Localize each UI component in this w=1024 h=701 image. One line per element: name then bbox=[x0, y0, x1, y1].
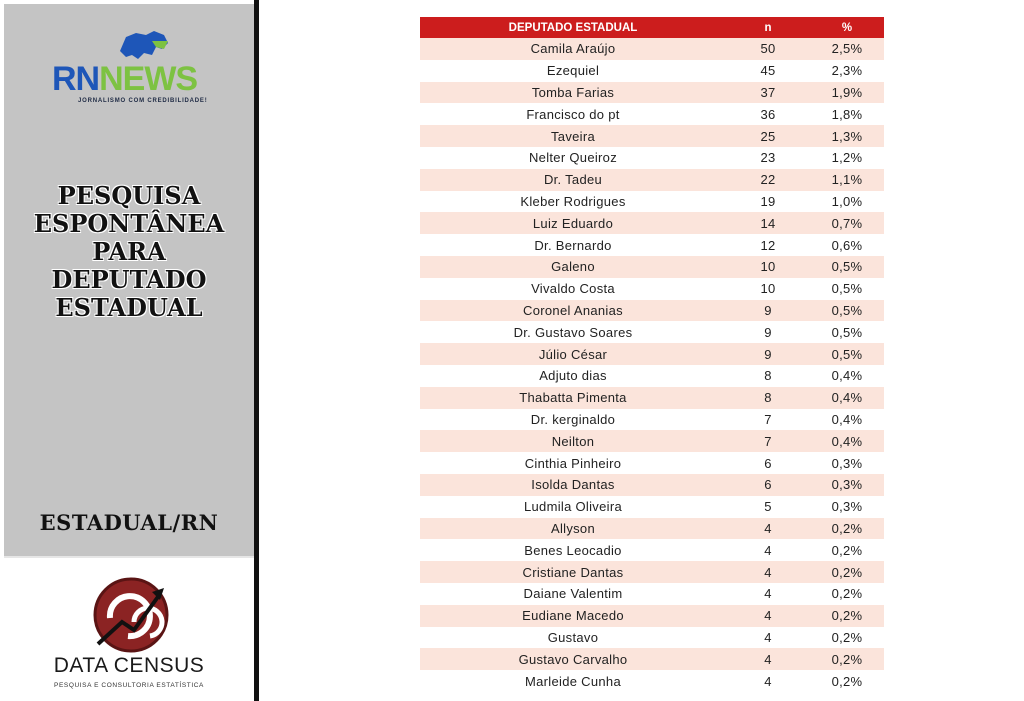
title-line: PESQUISA bbox=[57, 181, 201, 210]
cell-percent: 0,5% bbox=[810, 343, 884, 365]
table-row bbox=[420, 256, 884, 278]
cell-candidate: Camila Araújo bbox=[420, 38, 726, 60]
table-row bbox=[420, 583, 884, 605]
title-line: ESTADUAL bbox=[55, 293, 203, 322]
cell-percent: 0,2% bbox=[810, 583, 884, 605]
cell-count: 6 bbox=[726, 452, 810, 474]
cell-percent: 1,3% bbox=[810, 125, 884, 147]
cell-candidate: Allyson bbox=[420, 518, 726, 540]
table-row bbox=[420, 561, 884, 583]
cell-count: 25 bbox=[726, 125, 810, 147]
sidebar-panel bbox=[4, 4, 254, 556]
rn-news-logo bbox=[52, 29, 228, 109]
table-row bbox=[420, 234, 884, 256]
cell-candidate: Nelter Queiroz bbox=[420, 147, 726, 169]
cell-count: 37 bbox=[726, 82, 810, 104]
cell-percent: 0,2% bbox=[810, 561, 884, 583]
cell-percent: 0,2% bbox=[810, 627, 884, 649]
cell-percent: 1,2% bbox=[810, 147, 884, 169]
table-row bbox=[420, 343, 884, 365]
cell-candidate: Benes Leocadio bbox=[420, 539, 726, 561]
cell-percent: 1,9% bbox=[810, 82, 884, 104]
title-line: ESPONTÂNEA bbox=[33, 209, 225, 238]
cell-count: 7 bbox=[726, 430, 810, 452]
cell-candidate: Vivaldo Costa bbox=[420, 278, 726, 300]
cell-percent: 0,4% bbox=[810, 430, 884, 452]
cell-count: 45 bbox=[726, 60, 810, 82]
cell-candidate: Thabatta Pimenta bbox=[420, 387, 726, 409]
logo-rn-text: RN bbox=[52, 60, 100, 98]
cell-percent: 0,2% bbox=[810, 605, 884, 627]
cell-percent: 0,2% bbox=[810, 648, 884, 670]
cell-candidate: Cristiane Dantas bbox=[420, 561, 726, 583]
cell-percent: 1,1% bbox=[810, 169, 884, 191]
cell-percent: 0,3% bbox=[810, 496, 884, 518]
rn-map-icon bbox=[116, 29, 170, 63]
table-row bbox=[420, 125, 884, 147]
table-row bbox=[420, 670, 884, 692]
header-candidate: DEPUTADO ESTADUAL bbox=[420, 17, 726, 38]
table-row bbox=[420, 648, 884, 670]
cell-candidate: Ezequiel bbox=[420, 60, 726, 82]
cell-candidate: Coronel Ananias bbox=[420, 300, 726, 322]
cell-percent: 0,5% bbox=[810, 321, 884, 343]
cell-percent: 1,8% bbox=[810, 103, 884, 125]
table-row bbox=[420, 409, 884, 431]
cell-candidate: Francisco do pt bbox=[420, 103, 726, 125]
cell-count: 4 bbox=[726, 583, 810, 605]
cell-candidate: Taveira bbox=[420, 125, 726, 147]
cell-percent: 0,3% bbox=[810, 452, 884, 474]
cell-count: 7 bbox=[726, 409, 810, 431]
title-line: DEPUTADO bbox=[51, 265, 207, 294]
rn-news-wordmark bbox=[52, 61, 197, 97]
table-row bbox=[420, 430, 884, 452]
cell-count: 36 bbox=[726, 103, 810, 125]
cell-candidate: Luiz Eduardo bbox=[420, 212, 726, 234]
table-row bbox=[420, 191, 884, 213]
cell-percent: 0,7% bbox=[810, 212, 884, 234]
table-row bbox=[420, 321, 884, 343]
cell-candidate: Tomba Farias bbox=[420, 82, 726, 104]
cell-count: 10 bbox=[726, 256, 810, 278]
table-row bbox=[420, 169, 884, 191]
table-row bbox=[420, 212, 884, 234]
header-percent: % bbox=[810, 17, 884, 38]
results-table-container bbox=[420, 17, 884, 692]
cell-percent: 1,0% bbox=[810, 191, 884, 213]
table-row bbox=[420, 387, 884, 409]
cell-candidate: Marleide Cunha bbox=[420, 670, 726, 692]
cell-count: 9 bbox=[726, 300, 810, 322]
cell-count: 8 bbox=[726, 387, 810, 409]
cell-count: 22 bbox=[726, 169, 810, 191]
results-table bbox=[420, 17, 884, 692]
cell-candidate: Gustavo Carvalho bbox=[420, 648, 726, 670]
logo-tagline: JORNALISMO COM CREDIBILIDADE! bbox=[78, 98, 208, 104]
cell-percent: 0,5% bbox=[810, 300, 884, 322]
cell-count: 4 bbox=[726, 561, 810, 583]
logo-news-text: NEWS bbox=[99, 60, 198, 98]
cell-candidate: Kleber Rodrigues bbox=[420, 191, 726, 213]
table-row bbox=[420, 38, 884, 60]
table-row bbox=[420, 452, 884, 474]
cell-percent: 0,4% bbox=[810, 365, 884, 387]
table-row bbox=[420, 539, 884, 561]
table-row bbox=[420, 278, 884, 300]
cell-percent: 0,6% bbox=[810, 234, 884, 256]
cell-candidate: Gustavo bbox=[420, 627, 726, 649]
cell-percent: 0,2% bbox=[810, 518, 884, 540]
cell-candidate: Adjuto dias bbox=[420, 365, 726, 387]
cell-candidate: Galeno bbox=[420, 256, 726, 278]
cell-percent: 0,4% bbox=[810, 387, 884, 409]
region-label: ESTADUAL/RN bbox=[39, 510, 219, 535]
cell-count: 6 bbox=[726, 474, 810, 496]
data-census-logo bbox=[4, 556, 254, 699]
cell-count: 9 bbox=[726, 321, 810, 343]
cell-count: 4 bbox=[726, 670, 810, 692]
cell-count: 4 bbox=[726, 627, 810, 649]
table-row bbox=[420, 60, 884, 82]
cell-count: 14 bbox=[726, 212, 810, 234]
cell-percent: 0,2% bbox=[810, 670, 884, 692]
table-row bbox=[420, 365, 884, 387]
data-census-subtitle: PESQUISA E CONSULTORIA ESTATÍSTICA bbox=[54, 682, 204, 689]
cell-count: 4 bbox=[726, 539, 810, 561]
cell-candidate: Neilton bbox=[420, 430, 726, 452]
cell-count: 50 bbox=[726, 38, 810, 60]
table-header-row bbox=[420, 17, 884, 38]
table-row bbox=[420, 474, 884, 496]
cell-candidate: Daiane Valentim bbox=[420, 583, 726, 605]
cell-candidate: Ludmila Oliveira bbox=[420, 496, 726, 518]
table-row bbox=[420, 82, 884, 104]
cell-count: 23 bbox=[726, 147, 810, 169]
cell-candidate: Isolda Dantas bbox=[420, 474, 726, 496]
cell-candidate: Eudiane Macedo bbox=[420, 605, 726, 627]
cell-count: 4 bbox=[726, 648, 810, 670]
cell-count: 10 bbox=[726, 278, 810, 300]
cell-candidate: Dr. kerginaldo bbox=[420, 409, 726, 431]
table-row bbox=[420, 496, 884, 518]
cell-count: 9 bbox=[726, 343, 810, 365]
cell-percent: 2,5% bbox=[810, 38, 884, 60]
cell-count: 4 bbox=[726, 518, 810, 540]
cell-percent: 0,5% bbox=[810, 256, 884, 278]
table-body bbox=[420, 38, 884, 692]
table-row bbox=[420, 147, 884, 169]
cell-percent: 0,4% bbox=[810, 409, 884, 431]
sidebar bbox=[4, 4, 254, 697]
cell-percent: 0,5% bbox=[810, 278, 884, 300]
data-census-emblem-icon bbox=[88, 572, 174, 658]
title-line: PARA bbox=[92, 237, 166, 266]
vertical-divider bbox=[254, 0, 259, 701]
cell-candidate: Cinthia Pinheiro bbox=[420, 452, 726, 474]
table-row bbox=[420, 103, 884, 125]
cell-count: 4 bbox=[726, 605, 810, 627]
table-row bbox=[420, 518, 884, 540]
cell-candidate: Dr. Gustavo Soares bbox=[420, 321, 726, 343]
cell-count: 12 bbox=[726, 234, 810, 256]
header-count: n bbox=[726, 17, 810, 38]
cell-percent: 0,3% bbox=[810, 474, 884, 496]
data-census-name: DATA CENSUS bbox=[53, 654, 205, 677]
cell-count: 5 bbox=[726, 496, 810, 518]
table-row bbox=[420, 300, 884, 322]
cell-candidate: Dr. Bernardo bbox=[420, 234, 726, 256]
cell-percent: 2,3% bbox=[810, 60, 884, 82]
table-row bbox=[420, 605, 884, 627]
cell-candidate: Dr. Tadeu bbox=[420, 169, 726, 191]
cell-percent: 0,2% bbox=[810, 539, 884, 561]
table-row bbox=[420, 627, 884, 649]
page-title bbox=[4, 182, 254, 322]
cell-candidate: Júlio César bbox=[420, 343, 726, 365]
cell-count: 19 bbox=[726, 191, 810, 213]
cell-count: 8 bbox=[726, 365, 810, 387]
